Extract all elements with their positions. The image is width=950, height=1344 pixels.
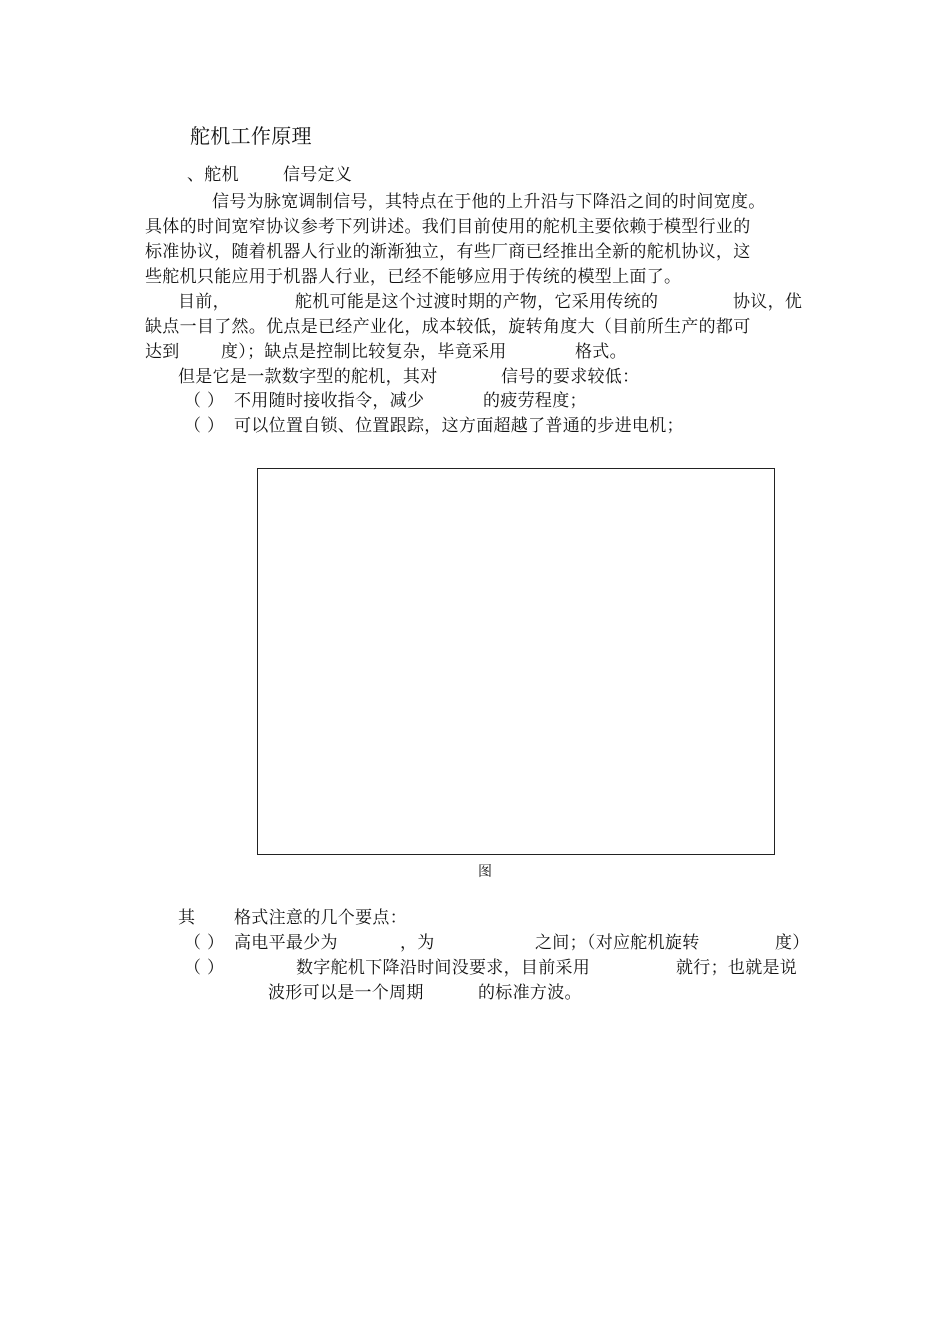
section-heading-2-prefix: 其 <box>178 908 196 928</box>
list-2-item-1-text-c: 之间；（对应舵机旋转 <box>535 933 700 953</box>
paragraph-3-b: 信号的要求较低： <box>501 367 640 387</box>
figure-caption: 图 <box>478 864 493 880</box>
list-2-item-2-text-a: 数字舵机下降沿时间没要求，目前采用 <box>296 958 591 978</box>
paragraph-1-line-1: 信号为脉宽调制信号，其特点在于他的上升沿与下降沿之间的时间宽度。 <box>212 192 766 212</box>
list-2-item-1-number: （ ） <box>184 933 225 953</box>
page-title: 舵机工作原理 <box>190 124 312 148</box>
list-2-item-2-number: （ ） <box>184 958 225 978</box>
list-2-item-1-text-a: 高电平最少为 <box>234 933 338 953</box>
list-2-item-2-text-b: 就行；也就是说 <box>676 958 798 978</box>
list-1-item-1-text-b: 的疲劳程度； <box>483 391 587 411</box>
list-1-item-1-number: （ ） <box>184 391 225 411</box>
paragraph-2-line-1-a: 目前， <box>178 292 230 312</box>
list-2-item-2-continuation-b: 的标准方波。 <box>478 983 582 1003</box>
paragraph-3-a: 但是它是一款数字型的舵机，其对 <box>178 367 438 387</box>
paragraph-1-line-2: 具体的时间宽窄协议参考下列讲述。我们目前使用的舵机主要依赖于模型行业的 <box>145 217 751 237</box>
figure-frame <box>257 468 775 855</box>
list-2-item-2-continuation-a: 波形可以是一个周期 <box>268 983 424 1003</box>
paragraph-2-line-3-a: 达到 <box>145 342 180 362</box>
list-1-item-2-text: 可以位置自锁、位置跟踪，这方面超越了普通的步进电机； <box>234 416 684 436</box>
paragraph-1-line-3: 标准协议，随着机器人行业的渐渐独立，有些厂商已经推出全新的舵机协议，这 <box>145 242 751 262</box>
list-2-item-1-text-b: ，为 <box>400 933 435 953</box>
list-1-item-1-text-a: 不用随时接收指令，减少 <box>234 391 425 411</box>
section-heading-2-text: 格式注意的几个要点： <box>234 908 407 928</box>
paragraph-2-line-3-c: 格式。 <box>575 342 627 362</box>
list-1-item-2-number: （ ） <box>184 416 225 436</box>
paragraph-2-line-3-b: 度）；缺点是控制比较复杂，毕竟采用 <box>221 342 507 362</box>
paragraph-2-line-1-c: 协议，优 <box>733 292 803 312</box>
section-heading-1-text: 信号定义 <box>283 165 353 185</box>
paragraph-2-line-1-b: 舵机可能是这个过渡时期的产物，它采用传统的 <box>295 292 659 312</box>
paragraph-1-line-4: 些舵机只能应用于机器人行业，已经不能够应用于传统的模型上面了。 <box>145 267 682 287</box>
paragraph-2-line-2: 缺点一目了然。优点是已经产业化，成本较低，旋转角度大（目前所生产的都可 <box>145 317 751 337</box>
section-heading-1-prefix: 、舵机 <box>187 165 239 185</box>
list-2-item-1-text-d: 度） <box>775 933 810 953</box>
